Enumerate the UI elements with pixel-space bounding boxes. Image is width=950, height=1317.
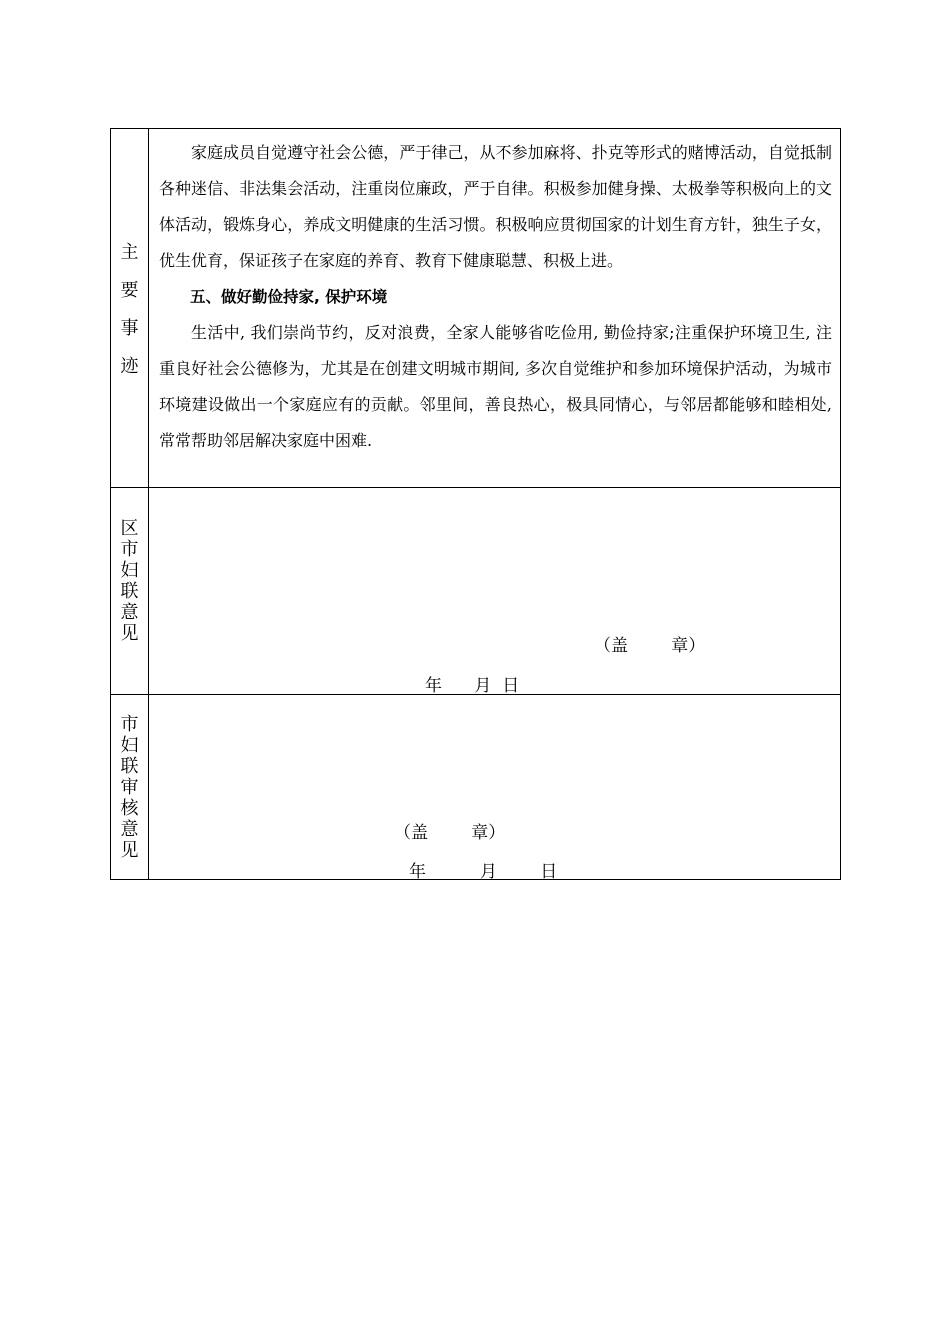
label-char: 联 xyxy=(120,756,139,777)
date-placeholder: 年 月 日 xyxy=(425,676,520,696)
label-char: 妇 xyxy=(120,735,139,756)
city-review-label xyxy=(111,695,149,879)
label-char: 事 xyxy=(120,318,139,339)
label-char: 主 xyxy=(120,242,139,263)
deeds-section-heading: 五、做好勤俭持家, 保护环境 xyxy=(190,288,388,306)
label-char: 审 xyxy=(120,777,139,798)
city-review-row xyxy=(111,695,840,882)
city-review-field[interactable] xyxy=(149,695,840,882)
label-char: 意 xyxy=(120,602,139,623)
label-char: 区 xyxy=(120,518,139,539)
stamp-placeholder: （盖 章） xyxy=(594,636,706,656)
deeds-paragraph-2: 生活中, 我们崇尚节约，反对浪费，全家人能够省吃俭用, 勤俭持家;注重保护环境卫生, 注重良好社会公德修为，尤其是在创建文明城市期间, 多次自觉维护和参加环境保护活动，为城市环境建设做出一个家庭应有的贡献。邻里间，善良热心，极具同情心，与邻居都能够和睦相处, 常常帮助邻居解决家庭中困难. xyxy=(159,323,832,450)
label-char: 迹 xyxy=(120,356,139,377)
stamp-placeholder: （盖 章） xyxy=(394,823,506,843)
label-char: 市 xyxy=(120,539,139,560)
deeds-paragraph-1: 家庭成员自觉遵守社会公德，严于律己，从不参加麻将、扑克等形式的赌博活动，自觉抵制各种迷信、非法集会活动，注重岗位廉政，严于自律。积极参加健身操、太极拳等积极向上的文体活动，锻炼身心，养成文明健康的生活习惯。积极响应贯彻国家的计划生育方针，独生子女，优生优育，保证孩子在家庭的养育、教育下健康聪慧、积极上进。 xyxy=(159,143,832,270)
district-opinion-field[interactable] xyxy=(149,488,840,694)
district-opinion-row xyxy=(111,488,840,695)
label-char: 要 xyxy=(120,280,139,301)
label-char: 市 xyxy=(120,714,139,735)
label-char: 见 xyxy=(120,623,139,644)
main-deeds-row xyxy=(111,129,840,488)
label-char: 联 xyxy=(120,581,139,602)
date-placeholder: 年 月 日 xyxy=(409,862,558,882)
main-deeds-content xyxy=(149,129,840,487)
district-opinion-label xyxy=(111,488,149,694)
label-char: 妇 xyxy=(120,560,139,581)
label-char: 核 xyxy=(120,798,139,819)
label-char: 意 xyxy=(120,819,139,840)
main-deeds-label xyxy=(111,129,149,487)
label-char: 见 xyxy=(120,840,139,861)
recommendation-form-table xyxy=(110,128,841,880)
